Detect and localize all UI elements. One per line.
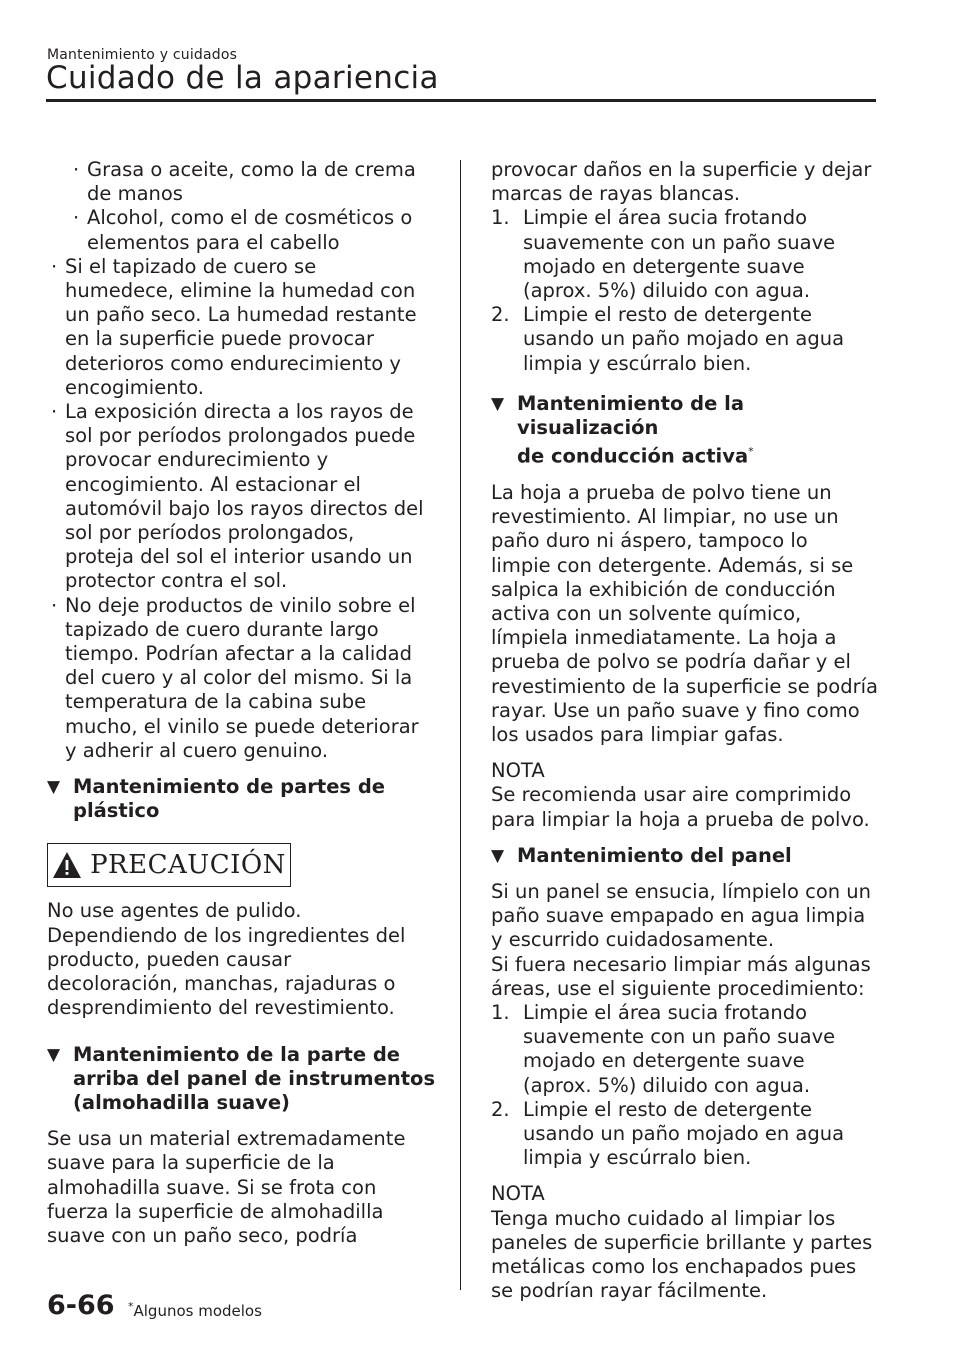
steps-list-2	[491, 1001, 886, 1170]
caution-line: No use agentes de pulido.	[47, 899, 302, 923]
body-line: paño duro ni áspero, tampoco lo	[491, 529, 808, 553]
bullet-line: del cuero y al color del mismo. Si la	[65, 666, 413, 690]
heading-dashboard	[47, 1043, 442, 1116]
bullet-line: · No deje productos de vinilo sobre el	[65, 593, 416, 617]
column-divider	[460, 160, 461, 1290]
body-line: rayar. Use un paño suave y fino como	[491, 698, 860, 722]
step-number: 1.	[491, 1001, 510, 1024]
sub-bullet-item	[69, 158, 442, 206]
heading-line: (almohadilla suave)	[73, 1090, 290, 1114]
step-line: limpia y escúrralo bien.	[523, 1146, 752, 1170]
bullet-line: mucho, el vinilo se puede deteriorar	[65, 714, 419, 738]
triangle-icon: ▼	[491, 845, 505, 866]
step-line: usando un paño mojado en agua	[523, 327, 845, 351]
caution-title: PRECAUCIÓN	[90, 850, 286, 881]
nota-label-2: NOTA	[491, 1182, 545, 1206]
nota-line: para limpiar la hoja a prueba de polvo.	[491, 807, 870, 831]
bullet-line: y adherir al cuero genuino.	[65, 738, 329, 762]
body-line: límpiela inmediatamente. La hoja a	[491, 626, 837, 650]
body-line: fuerza la superficie de almohadilla	[47, 1199, 384, 1223]
body-line: La hoja a prueba de polvo tiene un	[491, 480, 832, 504]
body-line: los usados para limpiar gafas.	[491, 722, 784, 746]
sub-bullet-list	[47, 158, 442, 255]
step-line: usando un paño mojado en agua	[523, 1122, 845, 1146]
header-rule	[46, 99, 876, 102]
nota-text-2	[491, 1207, 886, 1304]
page-number: 6-66	[47, 1290, 115, 1321]
triangle-icon: ▼	[491, 393, 505, 414]
bullet-line: automóvil bajo los rayos directos del	[65, 496, 424, 520]
warning-icon	[52, 851, 82, 879]
bullet-line: deterioros como endurecimiento y	[65, 351, 401, 375]
bullet-line: provocar endurecimiento y	[65, 448, 329, 472]
bullet-line: · Alcohol, como el de cosméticos o	[87, 206, 413, 230]
dashboard-text	[47, 1127, 442, 1248]
step-line: Limpie el resto de detergente	[523, 1097, 813, 1121]
panel-text	[491, 880, 886, 1001]
step-line: limpia y escúrralo bien.	[523, 351, 752, 375]
bullet-line: temperatura de la cabina sube	[65, 690, 367, 714]
heading-panel-text: Mantenimiento del panel	[517, 843, 792, 867]
step-line: mojado en detergente suave	[523, 254, 805, 278]
bullet-line: sol por períodos prolongados puede	[65, 424, 416, 448]
heading-display	[491, 392, 886, 469]
bullet-line: un paño seco. La humedad restante	[65, 303, 417, 327]
heading-line: plástico	[73, 799, 160, 823]
body-line: suave con un paño seco, podría	[47, 1223, 358, 1247]
bullet-line: tiempo. Podrían afectar a la calidad	[65, 642, 413, 666]
body-line: salpica la exhibición de conducción	[491, 577, 836, 601]
body-line: marcas de rayas blancas.	[491, 182, 741, 206]
body-line: almohadilla suave. Si se frota con	[47, 1175, 377, 1199]
step-item	[491, 1098, 886, 1171]
caution-box	[47, 843, 291, 887]
body-line: activa con un solvente químico,	[491, 601, 802, 625]
heading-plastic	[47, 775, 442, 823]
step-line: mojado en detergente suave	[523, 1049, 805, 1073]
nota-line: se podrían rayar fácilmente.	[491, 1279, 768, 1303]
step-line: suavemente con un paño suave	[523, 230, 836, 254]
step-line: (aprox. 5%) diluido con agua.	[523, 279, 811, 303]
left-column	[47, 158, 442, 1248]
bullet-line: proteja del sol el interior usando un	[65, 545, 413, 569]
heading-line: arriba del panel de instrumentos	[73, 1066, 436, 1090]
caution-line: producto, pueden causar	[47, 947, 292, 971]
step-item	[491, 1001, 886, 1098]
step-number: 2.	[491, 303, 510, 327]
step-line: (aprox. 5%) diluido con agua.	[523, 1073, 811, 1097]
nota-line: Se recomienda usar aire comprimido	[491, 783, 852, 807]
heading-line: Mantenimiento de la parte de	[73, 1042, 401, 1066]
step-line: Limpie el resto de detergente	[523, 303, 813, 327]
body-line: provocar daños en la superficie y dejar	[491, 158, 872, 181]
heading-panel	[491, 844, 886, 868]
bullet-line: en la superficie puede provocar	[65, 327, 375, 351]
heading-line: de conducción activa*	[517, 444, 754, 468]
step-line: Limpie el área sucia frotando	[523, 1001, 808, 1024]
footnote-mark: *	[128, 1300, 134, 1313]
bullet-line: · Si el tapizado de cuero se	[65, 254, 317, 278]
sub-bullet-item	[69, 206, 442, 254]
right-column	[491, 158, 886, 1303]
asterisk-mark: *	[748, 445, 754, 459]
triangle-icon: ▼	[47, 1044, 61, 1065]
caution-line: desprendimiento del revestimiento.	[47, 996, 395, 1020]
nota-line: metálicas como los enchapados pues	[491, 1255, 857, 1279]
bullet-line: tapizado de cuero durante largo	[65, 617, 379, 641]
body-line: revestimiento. Al limpiar, no use un	[491, 505, 839, 529]
body-line: suave para la superficie de la	[47, 1151, 335, 1175]
bullet-item	[47, 400, 442, 594]
heading-line: Mantenimiento de partes de	[73, 775, 386, 799]
section-label: Mantenimiento y cuidados	[47, 47, 238, 63]
step-item	[491, 303, 886, 376]
footnote-text: Algunos modelos	[133, 1302, 262, 1320]
body-line: paño suave empapado en agua limpia	[491, 904, 866, 928]
step-item	[491, 206, 886, 303]
caution-text	[47, 899, 442, 1020]
triangle-icon: ▼	[47, 777, 61, 798]
step-line: suavemente con un paño suave	[523, 1025, 836, 1049]
footnote	[128, 1300, 262, 1320]
bullet-line: protector contra el sol.	[65, 569, 288, 593]
bullet-item	[47, 594, 442, 763]
page-title: Cuidado de la apariencia	[46, 60, 439, 96]
display-text	[491, 481, 886, 747]
step-number: 2.	[491, 1097, 510, 1121]
body-line: y escurrido cuidadosamente.	[491, 928, 775, 952]
body-line: revestimiento de la superficie se podría	[491, 674, 878, 698]
nota-line: paneles de superficie brillante y partes	[491, 1230, 873, 1254]
caution-line: decoloración, manchas, rajaduras o	[47, 972, 396, 996]
nota-line: Tenga mucho cuidado al limpiar los	[491, 1206, 836, 1230]
bullet-list	[47, 255, 442, 763]
nota-label-1: NOTA	[491, 759, 545, 783]
bullet-line: · La exposición directa a los rayos de	[65, 400, 414, 424]
heading-line: Mantenimiento de la visualización	[517, 391, 744, 440]
bullet-line: sol por períodos prolongados,	[65, 521, 355, 545]
step-number: 1.	[491, 206, 510, 230]
bullet-line: elementos para el cabello	[87, 230, 340, 254]
step-line: Limpie el área sucia frotando	[523, 206, 808, 230]
bullet-line: humedece, elimine la humedad con	[65, 279, 416, 303]
body-line: Si fuera necesario limpiar más algunas	[491, 952, 871, 976]
bullet-line: de manos	[87, 182, 183, 206]
caution-line: Dependiendo de los ingredientes del	[47, 923, 406, 947]
nota-text-1	[491, 783, 886, 831]
continued-text	[491, 158, 886, 206]
body-line: limpie con detergente. Además, si se	[491, 553, 854, 577]
steps-list-1	[491, 206, 886, 375]
body-line: áreas, use el siguiente procedimiento:	[491, 976, 865, 1000]
bullet-line: encogimiento. Al estacionar el	[65, 472, 361, 496]
body-line: Si un panel se ensucia, límpielo con un	[491, 879, 872, 903]
bullet-line: encogimiento.	[65, 375, 205, 399]
body-line: prueba de polvo se podría dañar y el	[491, 650, 851, 674]
bullet-item	[47, 255, 442, 400]
bullet-line: · Grasa o aceite, como la de crema	[87, 158, 416, 181]
body-line: Se usa un material extremadamente	[47, 1127, 406, 1151]
